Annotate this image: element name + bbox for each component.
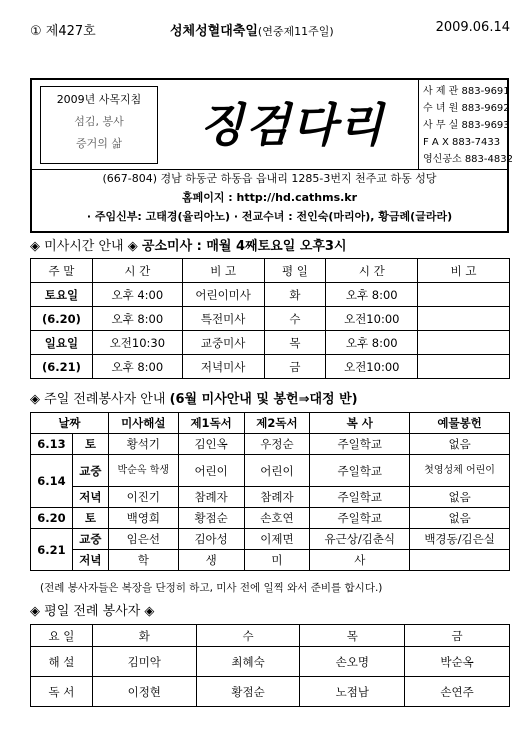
motto-year: 2009년 사목지침 xyxy=(56,93,142,106)
cell-offering: 없음 xyxy=(410,508,510,529)
phone-convent: 수 녀 원 883-9692 xyxy=(423,103,510,114)
weekday-section-title: ◈ 평일 전례 봉사자 ◈ xyxy=(30,604,155,619)
col-weekday: 평 일 xyxy=(264,259,326,283)
cell-altar: 주일학교 xyxy=(310,508,410,529)
mass-note: 저녁미사 xyxy=(182,355,264,379)
mass-section-title: ◈ 미사시간 안내 ◈ xyxy=(30,239,138,254)
weekday-time: 오전10:00 xyxy=(326,307,418,331)
table-row xyxy=(31,307,510,331)
cell-altar: 사 xyxy=(310,550,410,571)
sunday-server-table xyxy=(30,412,510,571)
weekend-day: 일요일 xyxy=(31,331,93,355)
cell-reading-1: 생 xyxy=(178,550,244,571)
cell-commentary: 이진기 xyxy=(108,487,178,508)
server-note: (전례 봉사자들은 복장을 단정히 하고, 미사 전에 일찍 와서 준비를 합시다.) xyxy=(40,582,383,594)
table-header-row xyxy=(31,625,510,647)
cell-reading-1: 김아성 xyxy=(178,529,244,550)
feast-sub: (연중제11주일) xyxy=(257,25,334,38)
col-date: 날짜 xyxy=(31,413,109,434)
cell-altar: 주일학교 xyxy=(310,455,410,487)
weekday: 금 xyxy=(264,355,326,379)
mass-note: 어린이미사 xyxy=(182,283,264,307)
col-wnote: 비 고 xyxy=(418,259,510,283)
cell-offering xyxy=(410,550,510,571)
col-weekend: 주 말 xyxy=(31,259,93,283)
row-label: 해 설 xyxy=(31,647,93,677)
cell-commentary: 황석기 xyxy=(108,434,178,455)
phone-rectory: 사 제 관 883-9691 xyxy=(423,86,510,97)
mass-kind: 토 xyxy=(72,508,108,529)
table-row xyxy=(31,455,510,487)
pastoral-motto xyxy=(40,86,158,164)
cell-reading-1: 김인옥 xyxy=(178,434,244,455)
motto-line-1: 섬김, 봉사 xyxy=(74,115,124,128)
table-row xyxy=(31,677,510,707)
cell-offering: 없음 xyxy=(410,487,510,508)
table-row xyxy=(31,550,510,571)
header-top xyxy=(32,80,513,170)
top-line xyxy=(30,20,510,40)
table-row xyxy=(31,283,510,307)
mass-note: 교중미사 xyxy=(182,331,264,355)
weekend-day: (6.21) xyxy=(31,355,93,379)
table-row xyxy=(31,355,510,379)
service-date: 6.21 xyxy=(31,529,73,571)
church-address: (667-804) 경남 하동군 하동읍 읍내리 1285-3번지 천주교 하동 성당 xyxy=(102,172,437,185)
cell-reading-2: 손호연 xyxy=(244,508,310,529)
phone-mission: 영신공소 883-4832 xyxy=(423,154,513,165)
mass-kind: 저녁 xyxy=(72,487,108,508)
mass-kind: 교중 xyxy=(72,529,108,550)
cell-offering: 첫영성체 어린이 xyxy=(410,455,510,487)
mass-kind: 교중 xyxy=(72,455,108,487)
weekday: 목 xyxy=(264,331,326,355)
staff-line: · 주임신부: 고태경(율리아노) · 전교수녀 : 전인숙(마리아), 황금례(글라라) xyxy=(86,210,453,223)
weekday: 수 xyxy=(264,307,326,331)
weekday-time: 오후 8:00 xyxy=(326,283,418,307)
cell-wed: 최혜숙 xyxy=(196,647,300,677)
cell-commentary: 박순옥 학생 xyxy=(108,455,178,487)
weekday-note xyxy=(418,355,510,379)
weekday-time: 오전10:00 xyxy=(326,355,418,379)
phone-office: 사 무 실 883-9693 xyxy=(423,120,510,131)
mass-time: 오후 8:00 xyxy=(92,307,182,331)
bulletin-title: 징검다리 xyxy=(199,98,385,152)
mass-time: 오후 4:00 xyxy=(92,283,182,307)
cell-thu: 노점남 xyxy=(300,677,405,707)
col-reading-1: 제1독서 xyxy=(178,413,244,434)
cell-reading-2: 어린이 xyxy=(244,455,310,487)
row-label: 독 서 xyxy=(31,677,93,707)
cell-fri: 손연주 xyxy=(405,677,510,707)
cell-reading-2: 우정순 xyxy=(244,434,310,455)
feast-name: 성체성혈대축일 xyxy=(170,24,258,39)
bulletin-header xyxy=(30,78,513,233)
cell-commentary: 임은선 xyxy=(108,529,178,550)
table-row xyxy=(31,487,510,508)
cell-offering: 없음 xyxy=(410,434,510,455)
cell-reading-1: 황점순 xyxy=(178,508,244,529)
phone-fax: F A X 883-7433 xyxy=(423,137,501,148)
cell-tue: 김미악 xyxy=(92,647,196,677)
cell-commentary: 학 xyxy=(108,550,178,571)
cell-offering: 백경동/김은실 xyxy=(410,529,510,550)
mass-kind: 토 xyxy=(72,434,108,455)
table-header-row xyxy=(31,259,510,283)
sunday-section-heading xyxy=(30,388,358,407)
cell-wed: 황점순 xyxy=(196,677,300,707)
table-row xyxy=(31,331,510,355)
sunday-section-title: ◈ 주일 전례봉사자 안내 xyxy=(30,392,166,407)
col-wtime: 시 간 xyxy=(326,259,418,283)
sunday-section-extra: (6월 미사안내 및 봉헌⇒대정 반) xyxy=(169,392,358,407)
mass-time: 오전10:30 xyxy=(92,331,182,355)
col-altar: 복 사 xyxy=(310,413,410,434)
mass-section-heading xyxy=(30,235,347,254)
weekday-note xyxy=(418,331,510,355)
col-tue: 화 xyxy=(92,625,196,647)
service-date: 6.14 xyxy=(31,455,73,508)
cell-reading-2: 미 xyxy=(244,550,310,571)
mass-kind: 저녁 xyxy=(72,550,108,571)
issue-number: ① 제427호 xyxy=(30,24,96,39)
weekday-time: 오후 8:00 xyxy=(326,331,418,355)
mass-note: 특전미사 xyxy=(182,307,264,331)
service-date: 6.13 xyxy=(31,434,73,455)
col-day: 요 일 xyxy=(31,625,93,647)
issue-date: 2009.06.14 xyxy=(435,20,510,35)
cell-reading-2: 참례자 xyxy=(244,487,310,508)
cell-reading-1: 어린이 xyxy=(178,455,244,487)
cell-thu: 손오명 xyxy=(300,647,405,677)
weekday-note xyxy=(418,307,510,331)
cell-tue: 이정현 xyxy=(92,677,196,707)
col-note: 비 고 xyxy=(182,259,264,283)
weekday: 화 xyxy=(264,283,326,307)
col-offering: 예물봉헌 xyxy=(410,413,510,434)
motto-line-2: 증거의 삶 xyxy=(75,137,122,150)
table-row xyxy=(31,434,510,455)
weekend-day: (6.20) xyxy=(31,307,93,331)
cell-reading-2: 이제면 xyxy=(244,529,310,550)
cell-altar: 유근상/김춘식 xyxy=(310,529,410,550)
col-thu: 목 xyxy=(300,625,405,647)
weekday-section-heading xyxy=(30,600,154,619)
cell-fri: 박순옥 xyxy=(405,647,510,677)
col-wed: 수 xyxy=(196,625,300,647)
mass-time: 오후 8:00 xyxy=(92,355,182,379)
table-row xyxy=(31,508,510,529)
weekday-note xyxy=(418,283,510,307)
weekday-server-table xyxy=(30,624,510,707)
feast-title xyxy=(170,20,334,39)
cell-altar: 주일학교 xyxy=(310,487,410,508)
col-commentary: 미사해설 xyxy=(108,413,178,434)
homepage-link[interactable]: 홈페이지 : http://hd.cathms.kr xyxy=(181,191,358,204)
phone-list xyxy=(418,80,513,170)
service-date: 6.20 xyxy=(31,508,73,529)
table-row xyxy=(31,647,510,677)
table-row xyxy=(31,529,510,550)
col-time: 시 간 xyxy=(92,259,182,283)
cell-reading-1: 참례자 xyxy=(178,487,244,508)
cell-altar: 주일학교 xyxy=(310,434,410,455)
weekend-day: 토요일 xyxy=(31,283,93,307)
mass-time-table xyxy=(30,258,510,379)
mission-mass-note: 공소미사 : 매월 4째토요일 오후3시 xyxy=(141,239,347,254)
col-fri: 금 xyxy=(405,625,510,647)
col-reading-2: 제2독서 xyxy=(244,413,310,434)
cell-commentary: 백영희 xyxy=(108,508,178,529)
table-header-row xyxy=(31,413,510,434)
